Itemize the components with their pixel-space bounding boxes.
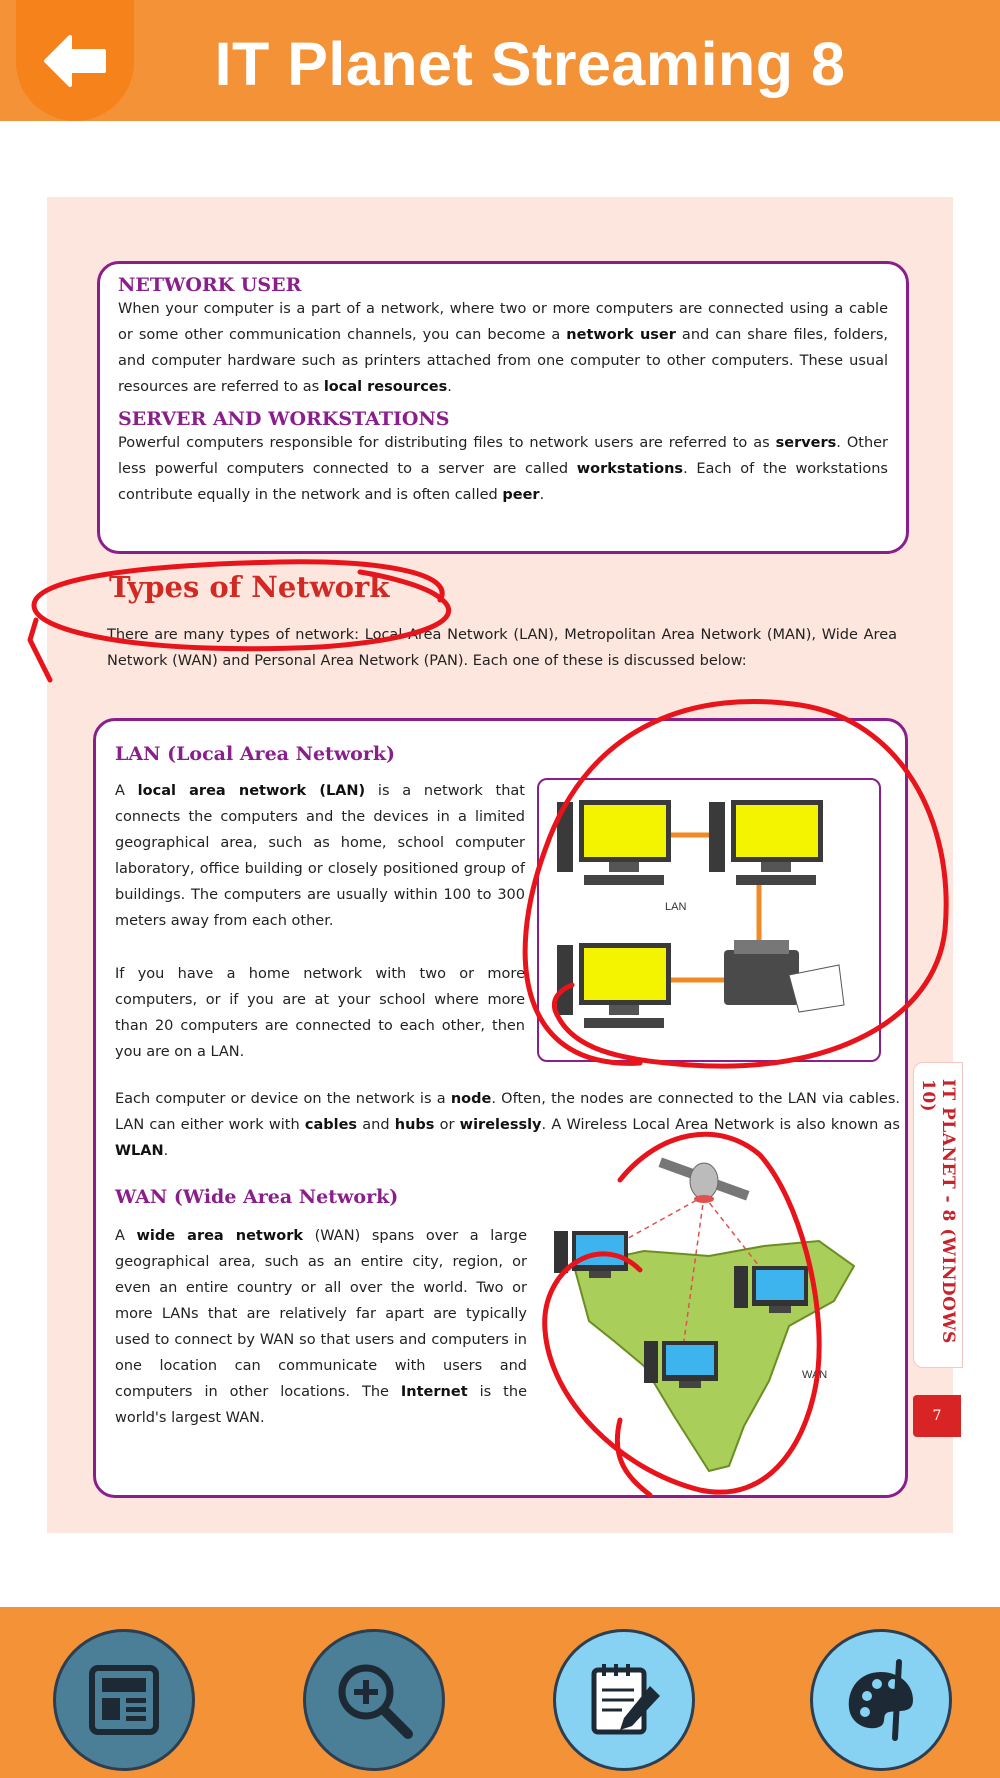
bottom-toolbar bbox=[0, 1607, 1000, 1778]
lan-paragraph-2: If you have a home network with two or more computers, or if you are at your school where more than 20 computers are connected to each other, then you are on a LAN. bbox=[115, 966, 525, 1060]
wan-illustration bbox=[534, 1136, 894, 1496]
side-tab-text: IT PLANET - 8 (WINDOWS 10) bbox=[918, 1079, 958, 1344]
lan-diagram bbox=[537, 778, 881, 1062]
side-book-tab bbox=[913, 1062, 963, 1368]
palette-button[interactable] bbox=[810, 1629, 952, 1771]
lan-figure-label: LAN bbox=[665, 901, 687, 913]
palette-icon bbox=[837, 1656, 925, 1744]
wan-heading: WAN (Wide Area Network) bbox=[115, 1186, 399, 1208]
server-paragraph: Powerful computers responsible for distributing files to network users are referred to as servers. Other less powerful computers connected to a server are called workstations. Each of the workstations contribute equally in the network and is often called peer. bbox=[118, 435, 889, 503]
wan-diagram bbox=[534, 1136, 894, 1496]
book-page bbox=[47, 197, 953, 1533]
zoom-in-button[interactable] bbox=[303, 1629, 445, 1771]
network-user-box bbox=[97, 261, 909, 554]
satellite bbox=[658, 1157, 749, 1203]
app-title: IT Planet Streaming 8 bbox=[214, 30, 846, 98]
lan-illustration bbox=[539, 780, 879, 1060]
lan-wan-box bbox=[93, 718, 908, 1498]
types-of-network-heading: Types of Network bbox=[109, 570, 390, 604]
server-heading: SERVER AND WORKSTATIONS bbox=[118, 408, 450, 430]
lan-paragraph-3: Each computer or device on the network is a node. Often, the nodes are connected to the LAN via cables. LAN can either work with cables and hubs or wirelessly. A Wireless Local Area Network is also known as WLAN. bbox=[115, 1091, 900, 1159]
reader-button[interactable] bbox=[53, 1629, 195, 1771]
notes-button[interactable] bbox=[553, 1629, 695, 1771]
wan-paragraph: A wide area network (WAN) spans over a large geographical area, such as an entire city, region, or even an entire country or all over the world. Two or more LANs that are relatively far apart are typically used to connect by WAN so that users and computers in one location can communicate with users and computers in other locations. The Internet is the world's largest WAN. bbox=[115, 1228, 527, 1426]
lan-heading: LAN (Local Area Network) bbox=[115, 743, 396, 765]
notepad-pencil-icon bbox=[580, 1656, 668, 1744]
app-header bbox=[0, 0, 1000, 121]
wan-figure-label: WAN bbox=[802, 1369, 828, 1381]
page-number: 7 bbox=[913, 1395, 961, 1437]
newspaper-icon bbox=[80, 1656, 168, 1744]
network-user-paragraph: When your computer is a part of a network, where two or more computers are connected using a cable or some other communication channels, you can become a network user and can share files, folders, and computer hardware such as printers attached from one computer to other computers. These usual resources are referred to as local resources. bbox=[118, 301, 888, 395]
types-paragraph: There are many types of network: Local Area Network (LAN), Metropolitan Area Network (MAN), Wide Area Network (WAN) and Personal Area Network (PAN). Each one of these is discussed below: bbox=[107, 627, 897, 669]
network-user-heading: NETWORK USER bbox=[118, 274, 302, 296]
zoom-in-icon bbox=[330, 1656, 418, 1744]
lan-paragraph-1: A local area network (LAN) is a network that connects the computers and the devices in a limited geographical area, such as home, school computer laboratory, office building or closely positioned group of buildings. The computers are usually within 100 to 300 meters away from each other. bbox=[115, 783, 525, 929]
